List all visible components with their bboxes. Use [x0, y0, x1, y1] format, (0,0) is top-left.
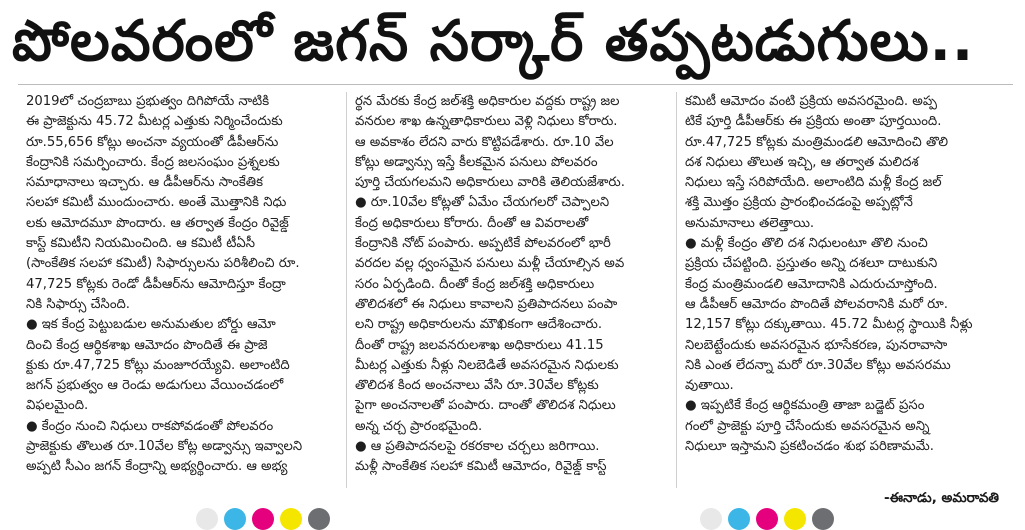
headline-rule	[18, 84, 1013, 85]
article-line: సరం ఏర్పడింది. దీంతో కేంద్ర జల్‌శక్తి అధికారులు	[355, 276, 595, 292]
registration-marks-right	[700, 508, 834, 519]
article-line: దీంతో రాష్ట్ర జలవనరులశాఖ అధికారులు 41.15	[355, 337, 604, 353]
article-line: ఆ అవకాశం లేదని వారు కొట్టిపడేశారు. రూ.10 వేల	[355, 134, 614, 150]
article-line: రూ.55,656 కోట్లు అంచనా వ్యయంతో డీపీఆర్‌ను	[26, 134, 279, 150]
column-divider	[676, 92, 677, 488]
registration-marks-left	[196, 508, 330, 519]
article-column-3	[685, 92, 1003, 488]
article-line: లని రాష్ట్ర అధికారులను మౌఖికంగా ఆదేశించారు.	[355, 317, 603, 333]
article-line: ● ఇక కేంద్ర పెట్టుబడుల అనుమతుల బోర్డు ఆమో	[26, 317, 276, 333]
article-line: దించి కేంద్ర ఆర్థికశాఖ ఆమోదం పొందితే ఈ ప్రాజె	[26, 337, 268, 353]
article-column-2	[355, 92, 667, 488]
registration-dot	[308, 508, 330, 530]
article-line: మళ్లీ సాంకేతిక సలహా కమిటీ ఆమోదం, రివైజ్డ్ కాస్ట్	[355, 459, 607, 475]
article-line: వుతాయి.	[685, 378, 734, 394]
registration-dot	[812, 508, 834, 530]
byline: -ఈనాడు, అమరావతి	[883, 490, 999, 506]
article-line: అన్న చర్చ ప్రారంభమైంది.	[355, 418, 483, 434]
article-line: నిలబెట్టేందుకు అవసరమైన భూసేకరణ, పునరావాసా	[685, 337, 948, 353]
article-line: విఫలమైంది.	[26, 398, 89, 414]
article-line: ప్రాజెక్టుకు తొలుత రూ.10వేల కోట్ల అడ్వాన్సు ఇవ్వాలని	[26, 439, 303, 455]
article-line: ఈ ప్రాజెక్టును 45.72 మీటర్ల ఎత్తుకు నిర్మించేందుకు	[26, 114, 283, 130]
article-line: నిధులు ఇస్తే సరిపోయేది. అలాంటిది మళ్లీ కేంద్ర జల్	[685, 175, 942, 191]
article-line: తొలిదశ కింద అంచనాలు వేసి రూ.30వేల కోట్లకు	[355, 378, 599, 394]
registration-dot	[280, 508, 302, 530]
registration-dot	[728, 508, 750, 530]
headline: పోలవరంలో జగన్ సర్కార్ తప్పటడుగులు..	[12, 9, 975, 74]
article-line: 47,725 కోట్లకు రెండో డీపీఆర్‌ను ఆమోదిస్తూ కేంద్రా	[26, 276, 286, 292]
article-line: ● మళ్లీ కేంద్రం తొలి దశ నిధులంటూ తొలి నుంచి	[685, 236, 928, 252]
article-line: ప్రక్రియ చేపట్టింది. ప్రస్తుతం అన్ని దశలూ దాటుకుని	[685, 256, 938, 272]
article-line: పూర్తి చేయగలమని అధికారులు వారికి తెలియజేశారు.	[355, 175, 625, 191]
article-line: టికే పూర్తి డీపీఆర్‌కు ఈ ప్రక్రియ అంతా పూర్తయింది.	[685, 114, 942, 130]
article-line: ఆ డీపీఆర్ ఆమోదం పొందితే పోలవరానికి మరో రూ.	[685, 296, 948, 312]
article-line: లకు ఆమోదమూ పొందారు. ఆ తర్వాత కేంద్రం రివైజ్డ్	[26, 215, 289, 231]
article-line: నిధులూ ఇస్తామని ప్రకటించడం శుభ పరిణామమే.	[685, 439, 934, 455]
article-column-1	[26, 92, 338, 488]
article-line: ● కేంద్రం నుంచి నిధులు రాకపోవడంతో పోలవరం	[26, 418, 274, 434]
column-divider	[346, 92, 347, 488]
article-line: వరదల వల్ల ధ్వంసమైన పనులు మళ్లీ చేయాల్సిన అవ	[355, 256, 625, 272]
article-line: మీటర్ల ఎత్తుకు నీళ్లు నిలబెడితే అవసరమైన నిధులకు	[355, 357, 619, 373]
article-line: ● ఇప్పటికే కేంద్ర ఆర్థికమంత్రి తాజా బడ్జెట్ ప్రసం	[685, 398, 925, 414]
registration-dot	[784, 508, 806, 530]
article-line: కేంద్ర అధికారులు కోరారు. దీంతో ఆ వివరాలతో	[355, 215, 589, 231]
registration-dot	[224, 508, 246, 530]
article-line: దశ నిధులు తొలుత ఇచ్చి, ఆ తర్వాత మలిదశ	[685, 154, 919, 170]
article-line: రూ.47,725 కోట్లకు మంత్రిమండలి ఆమోదించి తొలి	[685, 134, 949, 150]
article-line: ర్థన మేరకు కేంద్ర జల్‌శక్తి అధికారుల వద్దకు రాష్ట్ర జల	[355, 94, 620, 109]
registration-dot	[756, 508, 778, 530]
registration-dot	[252, 508, 274, 530]
article-line: అప్పటి సీఎం జగన్ కేంద్రాన్ని అభ్యర్థించారు. ఆ అభ్య	[26, 459, 288, 475]
article-line: నికి ఎంత లేదన్నా మరో రూ.30వేల కోట్లు అవసరము	[685, 357, 951, 373]
article-line: కమిటీ ఆమోదం వంటి ప్రక్రియ అవసరమైంది. అప్ప	[685, 94, 937, 109]
registration-dot	[196, 508, 218, 530]
article-line: సమాధానాలు ఇచ్చారు. ఆ డీపీఆర్‌ను సాంకేతిక	[26, 175, 263, 191]
article-line: అనుమానాలు తలెత్తాయి.	[685, 215, 815, 231]
article-line: కోట్లు అడ్వాన్సు ఇస్తే కీలకమైన పనులు పోలవరం	[355, 154, 598, 170]
article-line: 2019లో చంద్రబాబు ప్రభుత్వం దిగిపోయే నాటికి	[26, 94, 270, 109]
article-line: ● రూ.10వేల కోట్లతో ఏమేం చేయగలరో చెప్పాలని	[355, 195, 610, 211]
article-line: నికి సిఫార్సు చేసింది.	[26, 296, 131, 312]
article-line: తొలిదశలో ఈ నిధులు కావాలని ప్రతిపాదనలు పంపా	[355, 296, 618, 312]
article-line: కేంద్రానికి నోట్ పంపారు. అప్పటికే పోలవరంలో భారీ	[355, 236, 611, 252]
article-line: (సాంకేతిక సలహా కమిటీ) సిఫార్సులను పరిశీలించి రూ.	[26, 256, 300, 272]
article-line: ● ఆ ప్రతిపాదనలపై రకరకాల చర్చలు జరిగాయి.	[355, 439, 600, 455]
article-line: జగన్ ప్రభుత్వం ఆ రెండు అడుగులు వేయించడంలో	[26, 378, 284, 394]
article-line: క్టుకు రూ.47,725 కోట్లు మంజూరయ్యేవి. అలాంటిది	[26, 357, 290, 373]
article-line: శక్తి మొత్తం ప్రక్రియ ప్రారంభించడంపై అప్పట్లోనే	[685, 195, 913, 211]
article-line: 12,157 కోట్లు దక్కుతాయి. 45.72 మీటర్ల స్థాయికి నీళ్లు	[685, 317, 973, 333]
article-line: సలహా కమిటీ ముందుంచారు. అంతే మొత్తానికి నిధు	[26, 195, 287, 211]
article-line: గంలో ప్రాజెక్టు పూర్తి చేసేందుకు అవసరమైన అన్ని	[685, 418, 930, 434]
article-line: వనరుల శాఖ ఉన్నతాధికారులు వెళ్లి నిధులు కోరారు.	[355, 114, 618, 130]
article-line: కేంద్రానికి సమర్పించారు. కేంద్ర జలసంఘం ప్రశ్నలకు	[26, 154, 280, 170]
article-line: కేంద్ర మంత్రిమండలి ఆమోదానికి ఎదురుచూస్తోంది.	[685, 276, 938, 292]
registration-dot	[700, 508, 722, 530]
article-line: పైగా అంచనాలతో పంపారు. దాంతో తొలిదశ నిధులు	[355, 398, 616, 414]
article-line: కాస్ట్ కమిటీని నియమించింది. ఆ కమిటీ టీఏసీ	[26, 236, 256, 252]
